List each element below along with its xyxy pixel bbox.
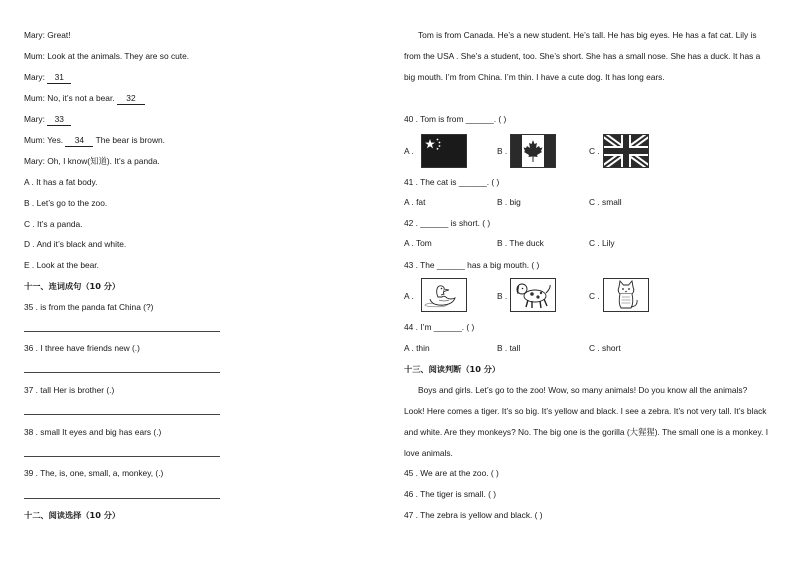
blank-33[interactable]: 33 [47,114,71,126]
dialogue-line: Mary: Great! [24,30,71,40]
choice-e: E . Look at the bear. [24,260,99,270]
question-42: 42 . ______ is short. ( ) [404,218,491,228]
cat-icon [603,278,649,312]
q41-option-a: A . fat [404,197,426,207]
question-44: 44 . I’m ______. ( ) [404,322,475,332]
dialogue-speaker: Mum: No, it’s not a bear. [24,93,117,103]
q40-option-a-label: A . [404,146,414,156]
answer-line-39[interactable] [24,498,220,499]
q40-option-c-label: C . [589,146,600,156]
uk-flag-icon [603,134,649,168]
q40-option-b-label: B . [497,146,508,156]
answer-line-37[interactable] [24,414,220,415]
dialogue-speaker: Mary: [24,72,48,82]
sentence-35: 35 . is from the panda fat China (?) [24,302,154,312]
sentence-38: 38 . small It eyes and big has ears (.) [24,427,162,437]
question-40: 40 . Tom is from ______. ( ) [404,114,507,124]
question-41: 41 . The cat is ______. ( ) [404,177,500,187]
q44-option-a: A . thin [404,343,430,353]
dialogue-speaker: Mary: [24,114,48,124]
sentence-37: 37 . tall Her is brother (.) [24,385,115,395]
q43-option-b-label: B . [497,291,508,301]
choice-b: B . Let’s go to the zoo. [24,198,108,208]
judgement-46: 46 . The tiger is small. ( ) [404,489,496,499]
choice-c: C . It’s a panda. [24,219,83,229]
q42-option-b: B . The duck [497,238,544,248]
q44-option-b: B . tall [497,343,521,353]
section-12-title: 十二、阅读选择（10 分） [24,510,121,520]
q41-option-c: C . small [589,197,622,207]
section-13-title: 十三、阅读判断（10 分） [404,364,501,374]
sentence-39: 39 . The, is, one, small, a, monkey, (.) [24,468,164,478]
dialogue-rest: The bear is brown. [93,135,165,145]
question-43: 43 . The ______ has a big mouth. ( ) [404,260,540,270]
q44-option-c: C . short [589,343,621,353]
dialogue-line: Mum: Look at the animals. They are so cute. [24,51,190,61]
answer-line-36[interactable] [24,372,220,373]
q43-option-c-label: C . [589,291,600,301]
dog-icon [510,278,556,312]
judgement-47: 47 . The zebra is yellow and black. ( ) [404,510,543,520]
dialogue-line [24,72,71,84]
reading-passage-2: Boys and girls. Let’s go to the zoo! Wow, so many animals! Do you know all the animals? Look! Here comes a tiger. It’s so big. It’s yellow and black. I see a zebra. It’s not very tall. It’s black and white. Are they monkeys? No. The big one is the gorilla (大猩猩). The small one is a monkey. I love animals. [404,385,769,458]
q43-option-a-label: A . [404,291,414,301]
choice-a: A . It has a fat body. [24,177,98,187]
section-11-title: 十一、连词成句（10 分） [24,281,121,291]
blank-31[interactable]: 31 [47,72,71,84]
q42-option-c: C . Lily [589,238,615,248]
dialogue-line [24,114,71,126]
blank-34[interactable]: 34 [65,135,93,147]
q42-option-a: A . Tom [404,238,432,248]
sentence-36: 36 . I three have friends new (.) [24,343,140,353]
canada-flag-icon [510,134,556,168]
reading-passage-1: Tom is from Canada. He’s a new student. He’s tall. He has big eyes. He has a fat cat. Lily is from the USA . She’s a student, too. She’s short. She has a small nose. She has a duck. It has a big mouth. I’m from China. I’m thin. I have a cute dog. It has long ears. [404,30,761,82]
judgement-45: 45 . We are at the zoo. ( ) [404,468,499,478]
blank-32[interactable]: 32 [117,93,145,105]
dialogue-speaker: Mum: Yes. [24,135,66,145]
answer-line-38[interactable] [24,456,220,457]
china-flag-icon [421,134,467,168]
q41-option-b: B . big [497,197,521,207]
dialogue-line [24,135,165,147]
choice-d: D . And it’s black and white. [24,239,127,249]
answer-line-35[interactable] [24,331,220,332]
dialogue-line: Mary: Oh, I know(知道). It’s a panda. [24,156,160,166]
dialogue-line [24,93,145,105]
duck-icon [421,278,467,312]
